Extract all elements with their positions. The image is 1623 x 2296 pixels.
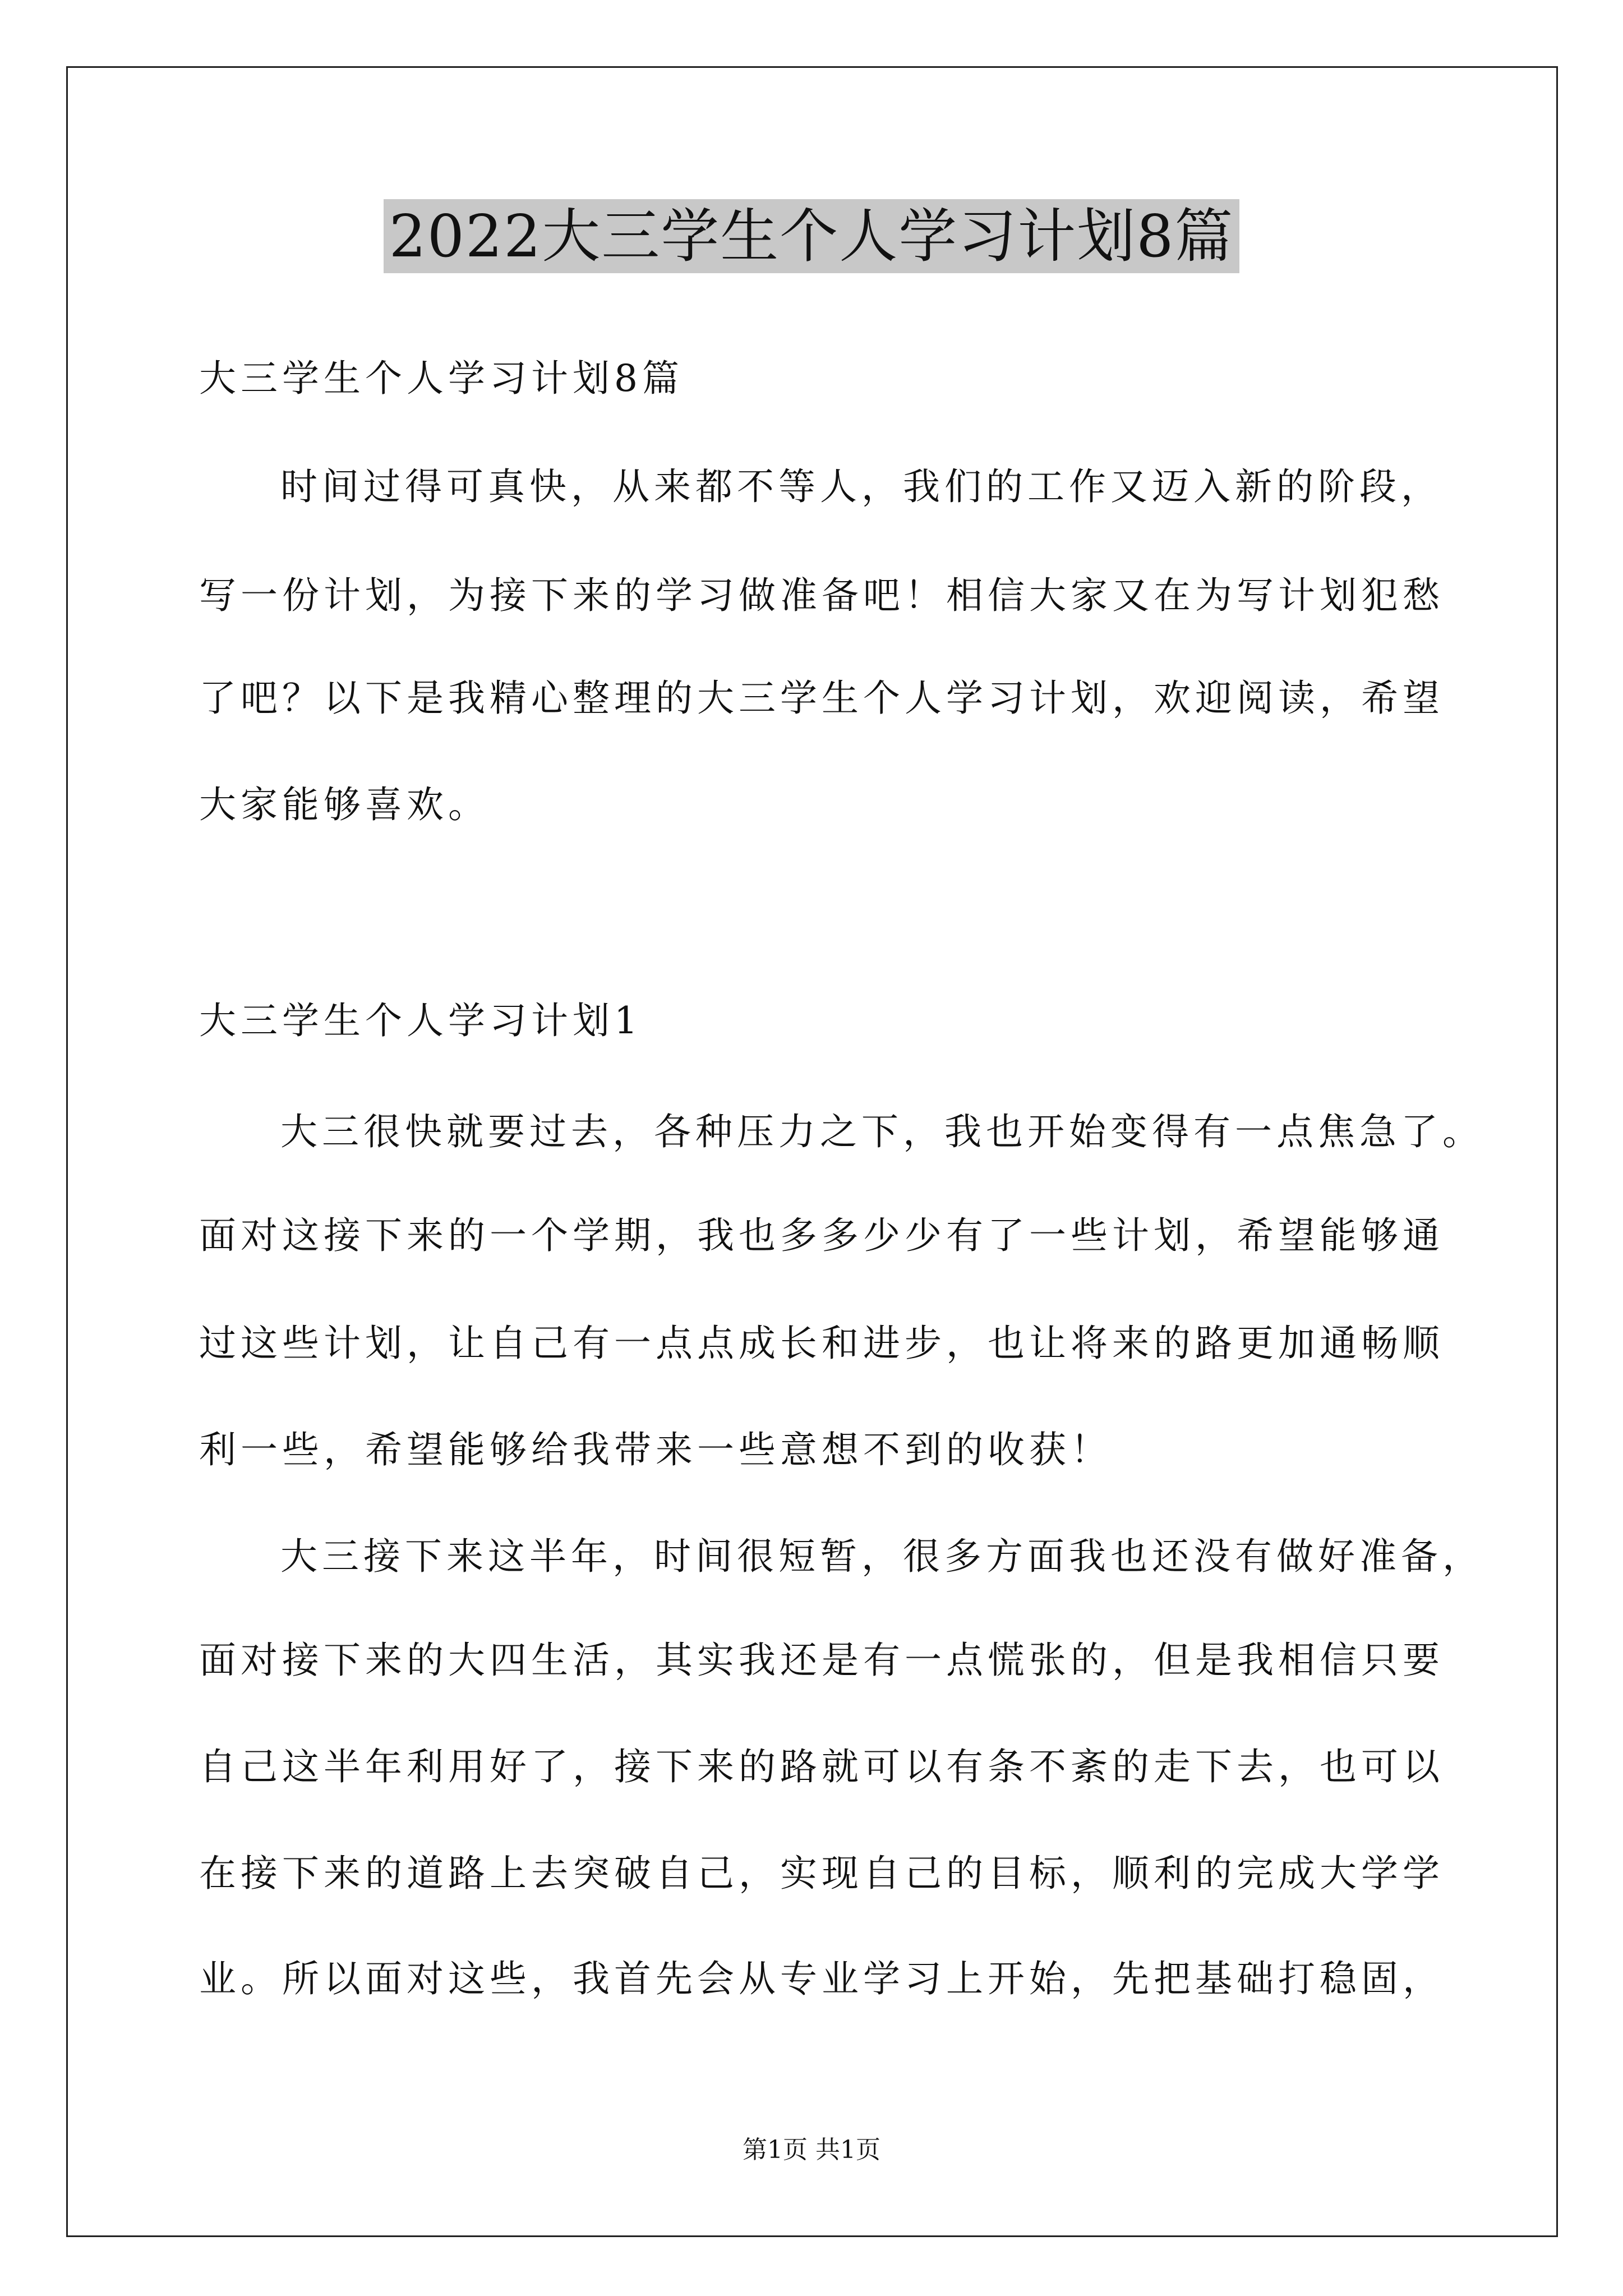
para2-line-4: 在接下来的道路上去突破自己，实现自己的目标，顺利的完成大学学 [199,1852,1444,1895]
para1-line-2: 面对这接下来的一个学期，我也多多少少有了一些计划，希望能够通 [199,1214,1444,1257]
document-title [0,199,1623,273]
para2-line-3: 自己这半年利用好了，接下来的路就可以有条不紊的走下去，也可以 [199,1745,1444,1788]
para1-line-3: 过这些计划，让自己有一点点成长和进步，也让将来的路更加通畅顺 [199,1322,1444,1365]
subtitle: 大三学生个人学习计划8篇 [199,357,684,400]
para2-line-1: 大三接下来这半年，时间很短暂，很多方面我也还没有做好准备， [280,1535,1484,1578]
section-heading: 大三学生个人学习计划1 [199,999,642,1042]
para1-line-1: 大三很快就要过去，各种压力之下，我也开始变得有一点焦急了。 [280,1110,1484,1153]
page-footer: 第1页 共1页 [743,2136,880,2164]
intro-line-3: 了吧？以下是我精心整理的大三学生个人学习计划，欢迎阅读，希望 [199,677,1444,720]
para2-line-2: 面对接下来的大四生活，其实我还是有一点慌张的，但是我相信只要 [199,1639,1444,1682]
para1-line-4: 利一些，希望能够给我带来一些意想不到的收获！ [199,1428,1112,1471]
title-text: 2022大三学生个人学习计划8篇 [384,199,1240,273]
para2-line-5: 业。所以面对这些，我首先会从专业学习上开始，先把基础打稳固， [199,1957,1444,2000]
intro-line-2: 写一份计划，为接下来的学习做准备吧！相信大家又在为写计划犯愁 [199,574,1444,617]
intro-line-4: 大家能够喜欢。 [199,783,490,826]
intro-line-1: 时间过得可真快，从来都不等人，我们的工作又迈入新的阶段， [280,465,1442,508]
